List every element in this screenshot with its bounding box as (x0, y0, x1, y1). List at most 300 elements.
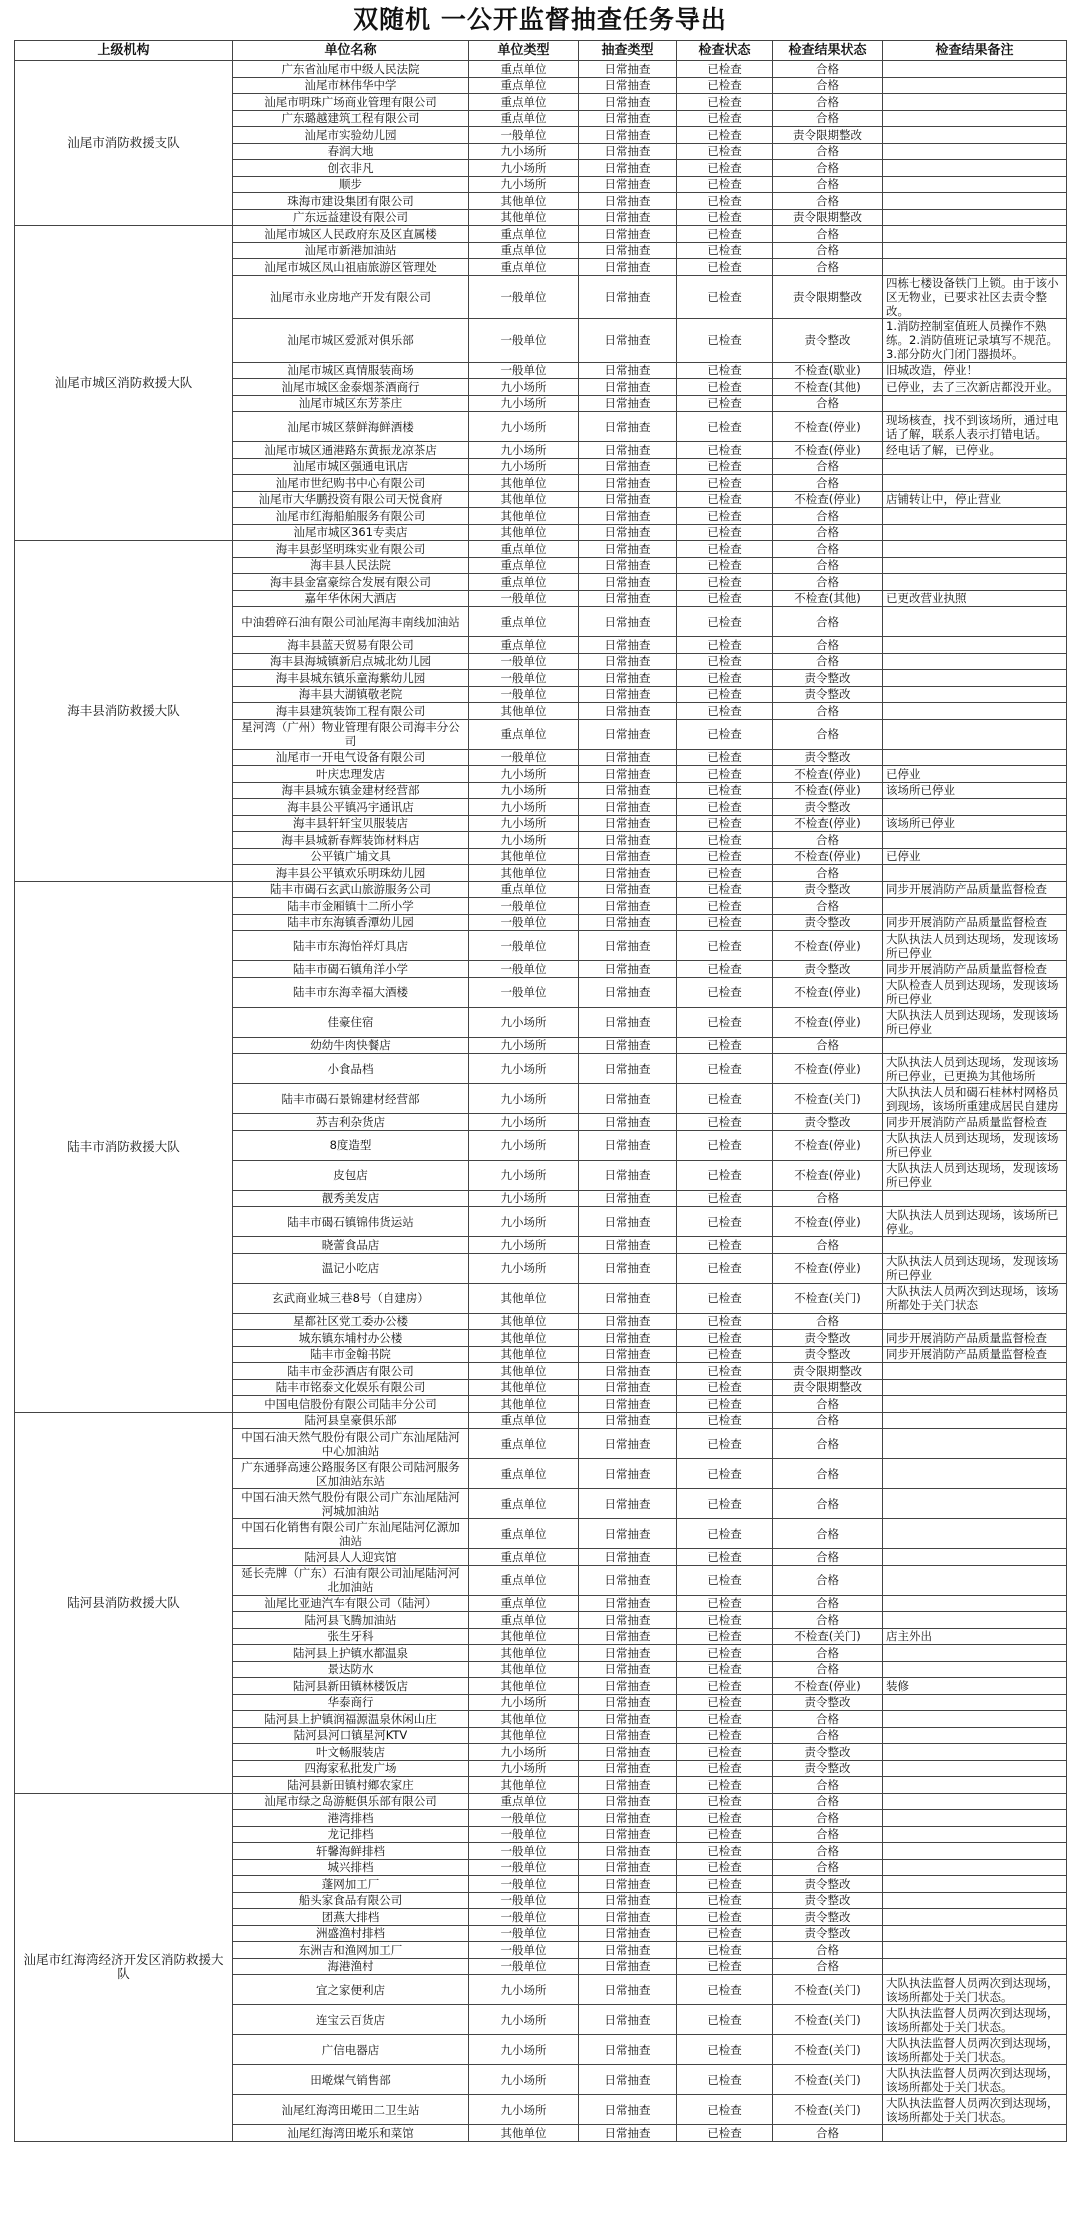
unit-name-cell: 幼幼牛肉快餐店 (233, 1037, 469, 1054)
unit-name-cell: 陆丰市碣石镇角洋小学 (233, 961, 469, 978)
check-status-cell: 已检查 (677, 2125, 773, 2142)
unit-type-cell: 其他单位 (469, 508, 579, 525)
result-note-cell (883, 226, 1067, 243)
unit-type-cell: 其他单位 (469, 524, 579, 541)
check-status-cell: 已检查 (677, 1711, 773, 1728)
check-status-cell: 已检查 (677, 1429, 773, 1459)
result-status-cell: 合格 (773, 898, 883, 915)
result-status-cell: 责令整改 (773, 1330, 883, 1347)
unit-type-cell: 九小场所 (469, 1130, 579, 1160)
result-status-cell: 合格 (773, 1727, 883, 1744)
result-note-cell (883, 259, 1067, 276)
unit-name-cell: 玄武商业城三巷8号（自建房） (233, 1283, 469, 1313)
unit-type-cell: 重点单位 (469, 541, 579, 558)
result-note-cell (883, 1489, 1067, 1519)
result-status-cell: 合格 (773, 865, 883, 882)
check-status-cell: 已检查 (677, 1628, 773, 1645)
unit-type-cell: 重点单位 (469, 1565, 579, 1595)
result-note-cell: 同步开展消防产品质量监督检查 (883, 1346, 1067, 1363)
unit-name-cell: 蓬网加工厂 (233, 1876, 469, 1893)
result-note-cell (883, 1595, 1067, 1612)
check-type-cell: 日常抽查 (579, 1396, 677, 1413)
check-type-cell: 日常抽查 (579, 1565, 677, 1595)
check-type-cell: 日常抽查 (579, 1711, 677, 1728)
check-status-cell: 已检查 (677, 318, 773, 362)
result-status-cell: 责令整改 (773, 1760, 883, 1777)
check-type-cell: 日常抽查 (579, 1744, 677, 1761)
check-type-cell: 日常抽查 (579, 1160, 677, 1190)
result-status-cell: 合格 (773, 541, 883, 558)
result-status-cell: 不检查(关门) (773, 2035, 883, 2065)
unit-name-cell: 汕尾市一开电气设备有限公司 (233, 749, 469, 766)
result-status-cell: 合格 (773, 719, 883, 749)
result-note-cell (883, 193, 1067, 210)
check-status-cell: 已检查 (677, 1694, 773, 1711)
result-status-cell: 责令整改 (773, 881, 883, 898)
result-status-cell: 合格 (773, 574, 883, 591)
check-type-cell: 日常抽查 (579, 1519, 677, 1549)
unit-type-cell: 重点单位 (469, 61, 579, 78)
result-status-cell: 合格 (773, 1826, 883, 1843)
unit-name-cell: 四海家私批发广场 (233, 1760, 469, 1777)
result-note-cell (883, 127, 1067, 144)
check-type-cell: 日常抽查 (579, 670, 677, 687)
unit-type-cell: 其他单位 (469, 865, 579, 882)
check-type-cell: 日常抽查 (579, 961, 677, 978)
result-status-cell: 责令整改 (773, 1114, 883, 1131)
check-status-cell: 已检查 (677, 557, 773, 574)
result-note-cell (883, 670, 1067, 687)
unit-type-cell: 其他单位 (469, 1645, 579, 1662)
unit-name-cell: 汕尾市明珠广场商业管理有限公司 (233, 94, 469, 111)
result-note-cell (883, 637, 1067, 654)
check-type-cell: 日常抽查 (579, 1379, 677, 1396)
result-status-cell: 责令整改 (773, 914, 883, 931)
unit-type-cell: 一般单位 (469, 275, 579, 318)
unit-name-cell: 华泰商行 (233, 1694, 469, 1711)
check-type-cell: 日常抽查 (579, 914, 677, 931)
check-status-cell: 已检查 (677, 61, 773, 78)
unit-type-cell: 一般单位 (469, 749, 579, 766)
result-note-cell: 旧城改造，停业！ (883, 362, 1067, 379)
result-status-cell: 不检查(停业) (773, 766, 883, 783)
result-status-cell: 合格 (773, 524, 883, 541)
unit-type-cell: 九小场所 (469, 1237, 579, 1254)
unit-name-cell: 城东镇东埔村办公楼 (233, 1330, 469, 1347)
unit-type-cell: 重点单位 (469, 1549, 579, 1566)
result-note-cell (883, 1645, 1067, 1662)
check-status-cell: 已检查 (677, 127, 773, 144)
check-type-cell: 日常抽查 (579, 931, 677, 961)
check-type-cell: 日常抽查 (579, 379, 677, 396)
unit-type-cell: 其他单位 (469, 1661, 579, 1678)
result-note-cell (883, 1363, 1067, 1380)
result-status-cell: 合格 (773, 508, 883, 525)
result-status-cell: 不检查(关门) (773, 1628, 883, 1645)
result-status-cell: 不检查(停业) (773, 1130, 883, 1160)
check-status-cell: 已检查 (677, 1859, 773, 1876)
unit-type-cell: 九小场所 (469, 1160, 579, 1190)
check-type-cell: 日常抽查 (579, 143, 677, 160)
check-type-cell: 日常抽查 (579, 209, 677, 226)
result-status-cell: 合格 (773, 1843, 883, 1860)
check-type-cell: 日常抽查 (579, 259, 677, 276)
check-status-cell: 已检查 (677, 637, 773, 654)
unit-type-cell: 九小场所 (469, 1037, 579, 1054)
unit-type-cell: 重点单位 (469, 574, 579, 591)
check-type-cell: 日常抽查 (579, 1661, 677, 1678)
unit-type-cell: 一般单位 (469, 653, 579, 670)
check-status-cell: 已检查 (677, 1346, 773, 1363)
check-status-cell: 已检查 (677, 931, 773, 961)
result-note-cell (883, 1760, 1067, 1777)
check-type-cell: 日常抽查 (579, 1909, 677, 1926)
result-note-cell: 同步开展消防产品质量监督检查 (883, 1330, 1067, 1347)
check-status-cell: 已检查 (677, 574, 773, 591)
check-status-cell: 已检查 (677, 1237, 773, 1254)
result-status-cell: 不检查(停业) (773, 491, 883, 508)
header-org: 上级机构 (15, 41, 233, 61)
table-row (15, 1412, 1067, 1429)
check-type-cell: 日常抽查 (579, 1459, 677, 1489)
check-status-cell: 已检查 (677, 1549, 773, 1566)
unit-type-cell: 九小场所 (469, 1114, 579, 1131)
check-type-cell: 日常抽查 (579, 1727, 677, 1744)
unit-name-cell: 陆河县新田镇村鄉农家庄 (233, 1777, 469, 1794)
result-status-cell: 不检查(关门) (773, 2005, 883, 2035)
check-status-cell: 已检查 (677, 242, 773, 259)
header-check-status: 检查状态 (677, 41, 773, 61)
check-type-cell: 日常抽查 (579, 1892, 677, 1909)
result-note-cell: 该场所已停业 (883, 782, 1067, 799)
unit-name-cell: 张生牙科 (233, 1628, 469, 1645)
result-status-cell: 不检查(关门) (773, 1975, 883, 2005)
header-unit-name: 单位名称 (233, 41, 469, 61)
check-status-cell: 已检查 (677, 1037, 773, 1054)
result-note-cell: 大队执法人员到达现场，发现该场所已停业 (883, 931, 1067, 961)
result-note-cell: 已停业 (883, 848, 1067, 865)
check-type-cell: 日常抽查 (579, 637, 677, 654)
unit-type-cell: 重点单位 (469, 557, 579, 574)
unit-name-cell: 海丰县大湖镇敬老院 (233, 686, 469, 703)
unit-type-cell: 一般单位 (469, 590, 579, 607)
unit-type-cell: 其他单位 (469, 1346, 579, 1363)
check-status-cell: 已检查 (677, 1925, 773, 1942)
check-status-cell: 已检查 (677, 2065, 773, 2095)
check-type-cell: 日常抽查 (579, 242, 677, 259)
result-note-cell (883, 1694, 1067, 1711)
result-status-cell: 合格 (773, 703, 883, 720)
check-type-cell: 日常抽查 (579, 881, 677, 898)
unit-name-cell: 连宝云百货店 (233, 2005, 469, 2035)
unit-name-cell: 汕尾市城区凤山祖庙旅游区管理处 (233, 259, 469, 276)
check-type-cell: 日常抽查 (579, 1549, 677, 1566)
unit-type-cell: 九小场所 (469, 412, 579, 442)
unit-type-cell: 九小场所 (469, 1744, 579, 1761)
check-status-cell: 已检查 (677, 881, 773, 898)
check-type-cell: 日常抽查 (579, 1363, 677, 1380)
unit-type-cell: 其他单位 (469, 193, 579, 210)
header-check-type: 抽查类型 (579, 41, 677, 61)
check-type-cell: 日常抽查 (579, 1859, 677, 1876)
result-note-cell (883, 1519, 1067, 1549)
unit-type-cell: 一般单位 (469, 362, 579, 379)
check-type-cell: 日常抽查 (579, 160, 677, 177)
result-note-cell (883, 1313, 1067, 1330)
result-note-cell: 同步开展消防产品质量监督检查 (883, 881, 1067, 898)
result-status-cell: 合格 (773, 1711, 883, 1728)
result-status-cell: 合格 (773, 193, 883, 210)
check-type-cell: 日常抽查 (579, 2065, 677, 2095)
result-note-cell: 大队执法监督人员两次到达现场，该场所都处于关门状态。 (883, 2095, 1067, 2125)
table-body (15, 61, 1067, 2142)
check-type-cell: 日常抽查 (579, 1777, 677, 1794)
result-note-cell: 大队执法监督人员两次到达现场，该场所都处于关门状态。 (883, 2035, 1067, 2065)
unit-type-cell: 重点单位 (469, 77, 579, 94)
unit-type-cell: 重点单位 (469, 94, 579, 111)
check-status-cell: 已检查 (677, 475, 773, 492)
unit-name-cell: 海丰县城新春辉装饰材料店 (233, 832, 469, 849)
check-status-cell: 已检查 (677, 395, 773, 412)
check-status-cell: 已检查 (677, 1727, 773, 1744)
check-type-cell: 日常抽查 (579, 574, 677, 591)
unit-type-cell: 其他单位 (469, 1283, 579, 1313)
result-status-cell: 不检查(停业) (773, 1207, 883, 1237)
unit-type-cell: 九小场所 (469, 1760, 579, 1777)
unit-name-cell: 汕尾市城区金泰烟茶酒商行 (233, 379, 469, 396)
result-status-cell: 责令整改 (773, 961, 883, 978)
unit-name-cell: 广东通驿高速公路服务区有限公司陆河服务区加油站东站 (233, 1459, 469, 1489)
result-status-cell: 合格 (773, 1549, 883, 1566)
unit-type-cell: 一般单位 (469, 318, 579, 362)
result-note-cell (883, 865, 1067, 882)
check-type-cell: 日常抽查 (579, 1826, 677, 1843)
check-status-cell: 已检查 (677, 1363, 773, 1380)
unit-type-cell: 重点单位 (469, 242, 579, 259)
check-type-cell: 日常抽查 (579, 703, 677, 720)
check-status-cell: 已检查 (677, 275, 773, 318)
check-status-cell: 已检查 (677, 1645, 773, 1662)
unit-type-cell: 一般单位 (469, 931, 579, 961)
result-note-cell (883, 703, 1067, 720)
unit-type-cell: 九小场所 (469, 442, 579, 459)
result-note-cell (883, 1612, 1067, 1629)
result-note-cell (883, 686, 1067, 703)
check-type-cell: 日常抽查 (579, 1253, 677, 1283)
table-row (15, 541, 1067, 558)
result-note-cell (883, 1859, 1067, 1876)
check-status-cell: 已检查 (677, 1595, 773, 1612)
result-note-cell: 大队执法监督人员两次到达现场，该场所都处于关门状态。 (883, 1975, 1067, 2005)
result-status-cell: 不检查(停业) (773, 1007, 883, 1037)
unit-type-cell: 九小场所 (469, 1007, 579, 1037)
check-type-cell: 日常抽查 (579, 2035, 677, 2065)
unit-type-cell: 九小场所 (469, 1253, 579, 1283)
unit-name-cell: 嘉年华休闲大酒店 (233, 590, 469, 607)
check-type-cell: 日常抽查 (579, 1694, 677, 1711)
unit-type-cell: 其他单位 (469, 1727, 579, 1744)
unit-name-cell: 船头家食品有限公司 (233, 1892, 469, 1909)
check-type-cell: 日常抽查 (579, 226, 677, 243)
unit-name-cell: 汕尾市城区通港路东黄振龙凉茶店 (233, 442, 469, 459)
unit-type-cell: 九小场所 (469, 2065, 579, 2095)
result-status-cell: 责令整改 (773, 799, 883, 816)
unit-type-cell: 九小场所 (469, 2095, 579, 2125)
check-type-cell: 日常抽查 (579, 2005, 677, 2035)
check-status-cell: 已检查 (677, 160, 773, 177)
result-note-cell: 同步开展消防产品质量监督检查 (883, 961, 1067, 978)
header-row (15, 41, 1067, 61)
unit-name-cell: 海丰县轩轩宝贝服装店 (233, 815, 469, 832)
result-note-cell (883, 832, 1067, 849)
unit-type-cell: 九小场所 (469, 766, 579, 783)
result-status-cell: 不检查(停业) (773, 782, 883, 799)
check-status-cell: 已检查 (677, 670, 773, 687)
check-status-cell: 已检查 (677, 1975, 773, 2005)
org-cell: 汕尾市消防救援支队 (15, 61, 233, 226)
unit-name-cell: 海丰县建筑装饰工程有限公司 (233, 703, 469, 720)
result-status-cell: 责令整改 (773, 1909, 883, 1926)
check-status-cell: 已检查 (677, 2005, 773, 2035)
unit-name-cell: 延长壳牌（广东）石油有限公司汕尾陆河河北加油站 (233, 1565, 469, 1595)
check-status-cell: 已检查 (677, 703, 773, 720)
check-status-cell: 已检查 (677, 749, 773, 766)
result-status-cell: 责令整改 (773, 1892, 883, 1909)
result-status-cell: 不检查(停业) (773, 1678, 883, 1695)
check-status-cell: 已检查 (677, 2095, 773, 2125)
result-status-cell: 合格 (773, 2125, 883, 2142)
result-note-cell (883, 1958, 1067, 1975)
unit-name-cell: 叶庆忠理发店 (233, 766, 469, 783)
result-note-cell: 大队执法人员两次到达现场，该场所都处于关门状态 (883, 1283, 1067, 1313)
unit-name-cell: 陆河县新田镇林楼饭店 (233, 1678, 469, 1695)
check-type-cell: 日常抽查 (579, 865, 677, 882)
check-status-cell: 已检查 (677, 193, 773, 210)
result-status-cell: 责令限期整改 (773, 1363, 883, 1380)
result-status-cell: 不检查(关门) (773, 1283, 883, 1313)
result-status-cell: 合格 (773, 458, 883, 475)
check-type-cell: 日常抽查 (579, 1313, 677, 1330)
result-status-cell: 合格 (773, 1313, 883, 1330)
check-type-cell: 日常抽查 (579, 77, 677, 94)
check-status-cell: 已检查 (677, 379, 773, 396)
result-note-cell (883, 719, 1067, 749)
org-cell: 陆丰市消防救援大队 (15, 881, 233, 1412)
result-status-cell: 合格 (773, 226, 883, 243)
check-type-cell: 日常抽查 (579, 977, 677, 1007)
result-status-cell: 不检查(停业) (773, 931, 883, 961)
check-type-cell: 日常抽查 (579, 61, 677, 78)
check-type-cell: 日常抽查 (579, 1114, 677, 1131)
org-cell: 汕尾市红海湾经济开发区消防救援大队 (15, 1793, 233, 2141)
unit-type-cell: 九小场所 (469, 1084, 579, 1114)
result-note-cell (883, 1459, 1067, 1489)
check-type-cell: 日常抽查 (579, 1007, 677, 1037)
check-status-cell: 已检查 (677, 1777, 773, 1794)
org-cell: 海丰县消防救援大队 (15, 541, 233, 882)
check-type-cell: 日常抽查 (579, 607, 677, 637)
check-status-cell: 已检查 (677, 1810, 773, 1827)
unit-type-cell: 重点单位 (469, 637, 579, 654)
check-status-cell: 已检查 (677, 1843, 773, 1860)
check-type-cell: 日常抽查 (579, 1330, 677, 1347)
check-status-cell: 已检查 (677, 1207, 773, 1237)
table-row (15, 226, 1067, 243)
result-note-cell: 已停业，去了三次新店都没开业。 (883, 379, 1067, 396)
unit-name-cell: 汕尾比亚迪汽车有限公司（陆河） (233, 1595, 469, 1612)
unit-name-cell: 团燕大排档 (233, 1909, 469, 1926)
unit-type-cell: 九小场所 (469, 2005, 579, 2035)
table-row (15, 1793, 1067, 1810)
unit-name-cell: 中国电信股份有限公司陆丰分公司 (233, 1396, 469, 1413)
check-type-cell: 日常抽查 (579, 275, 677, 318)
unit-type-cell: 其他单位 (469, 1711, 579, 1728)
unit-name-cell: 叶文畅服装店 (233, 1744, 469, 1761)
unit-name-cell: 小食品档 (233, 1054, 469, 1084)
check-status-cell: 已检查 (677, 1007, 773, 1037)
unit-type-cell: 其他单位 (469, 1379, 579, 1396)
result-note-cell (883, 458, 1067, 475)
check-type-cell: 日常抽查 (579, 1925, 677, 1942)
result-note-cell (883, 1379, 1067, 1396)
result-status-cell: 合格 (773, 1429, 883, 1459)
result-note-cell (883, 508, 1067, 525)
unit-type-cell: 重点单位 (469, 1595, 579, 1612)
unit-name-cell: 陆丰市碣石景锦建材经营部 (233, 1084, 469, 1114)
check-type-cell: 日常抽查 (579, 766, 677, 783)
check-type-cell: 日常抽查 (579, 1207, 677, 1237)
unit-name-cell: 陆丰市金莎酒店有限公司 (233, 1363, 469, 1380)
unit-type-cell: 一般单位 (469, 914, 579, 931)
check-type-cell: 日常抽查 (579, 1084, 677, 1114)
check-status-cell: 已检查 (677, 1661, 773, 1678)
unit-name-cell: 春润大地 (233, 143, 469, 160)
result-status-cell: 合格 (773, 1810, 883, 1827)
check-status-cell: 已检查 (677, 1313, 773, 1330)
check-status-cell: 已检查 (677, 1909, 773, 1926)
result-note-cell (883, 1037, 1067, 1054)
unit-name-cell: 汕尾市实验幼儿园 (233, 127, 469, 144)
result-note-cell: 同步开展消防产品质量监督检查 (883, 1114, 1067, 1131)
result-status-cell: 合格 (773, 1237, 883, 1254)
unit-type-cell: 九小场所 (469, 2035, 579, 2065)
check-status-cell: 已检查 (677, 848, 773, 865)
unit-name-cell: 汕尾市城区东芳茶庄 (233, 395, 469, 412)
unit-type-cell: 一般单位 (469, 1909, 579, 1926)
result-note-cell (883, 242, 1067, 259)
result-note-cell: 装修 (883, 1678, 1067, 1695)
result-note-cell (883, 2125, 1067, 2142)
unit-name-cell: 东洲吉和渔网加工厂 (233, 1942, 469, 1959)
result-note-cell (883, 94, 1067, 111)
result-status-cell: 责令限期整改 (773, 275, 883, 318)
unit-name-cell: 城兴排档 (233, 1859, 469, 1876)
page-title: 双随机 一公开监督抽查任务导出 (353, 5, 727, 34)
unit-name-cell: 陆丰市铭泰文化娱乐有限公司 (233, 1379, 469, 1396)
unit-name-cell: 汕尾市永业房地产开发有限公司 (233, 275, 469, 318)
unit-type-cell: 重点单位 (469, 1793, 579, 1810)
result-status-cell: 不检查(关门) (773, 1084, 883, 1114)
check-type-cell: 日常抽查 (579, 2125, 677, 2142)
unit-name-cell: 顺步 (233, 176, 469, 193)
result-status-cell: 合格 (773, 1037, 883, 1054)
result-note-cell: 该场所已停业 (883, 815, 1067, 832)
unit-name-cell: 港湾排档 (233, 1810, 469, 1827)
inspection-table (14, 40, 1067, 2142)
result-note-cell: 大队执法人员到达现场，发现该场所已停业 (883, 1160, 1067, 1190)
result-note-cell (883, 209, 1067, 226)
result-note-cell (883, 110, 1067, 127)
